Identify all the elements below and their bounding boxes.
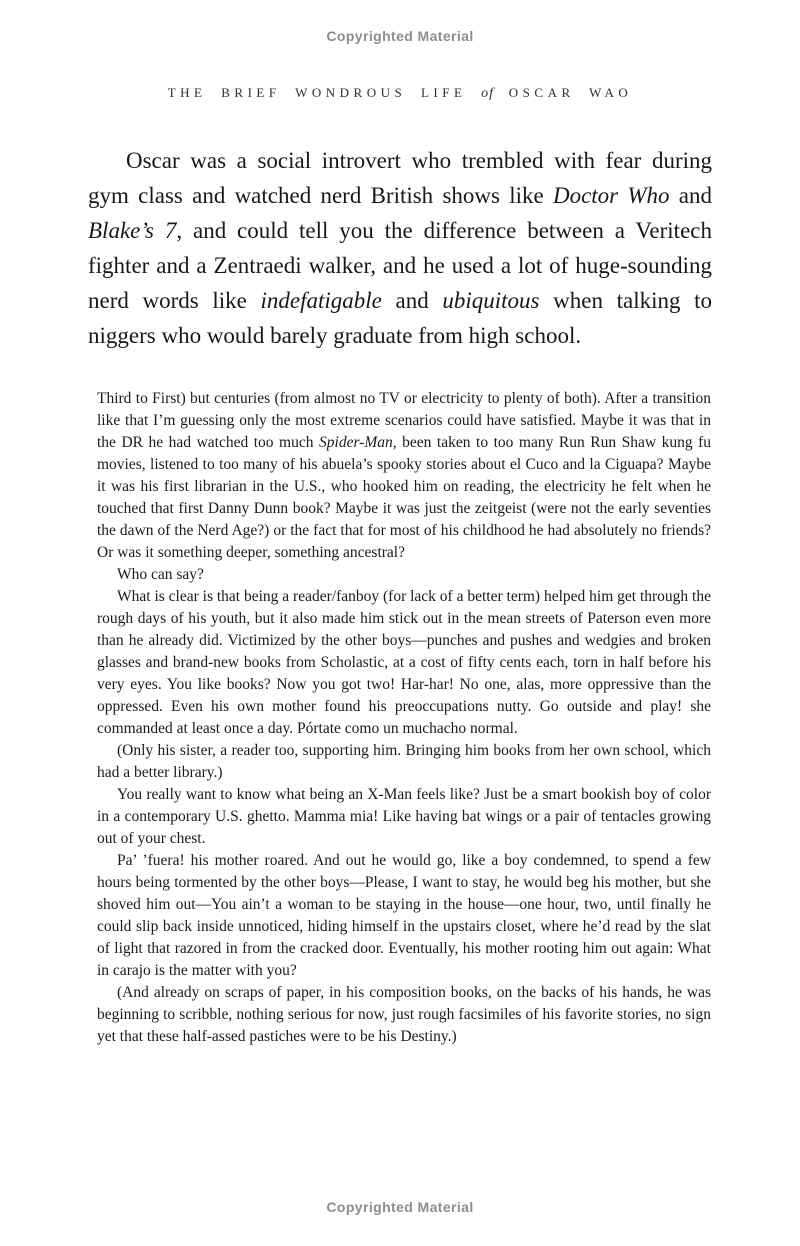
paragraph [97,564,711,586]
italic-text-run: indefatigable [260,288,382,313]
chapter-excerpt [88,143,712,353]
text-run: What is clear is that being a reader/fanboy (for lack of a better term) helped him get through the rough days of his youth, but it also made him stick out in the mean streets of Paterson even more than he already did. Victimized by the other boys—punches and pushes and wedgies and broken glasses and brand-new books from Scholastic, at a cost of fifty cents each, torn in half before his very eyes. You like books? Now you got two! Har-har! No one, alas, more oppressive than the oppressed. Even his own mother found his preoccupations nutty. Go outside and play! she commanded at least once a day. Pórtate como un muchacho normal. [97,588,711,737]
text-run: , been taken to too many Run Run Shaw kung fu movies, listened to too many of his abuela’s spooky stories about el Cuco and la Ciguapa? Maybe it was his first librarian in the U.S., who hooked him on reading, the electricity he felt when he touched that first Danny Dunn book? Maybe it was just the zeitgeist (were not the early seventies the dawn of the Nerd Age?) or the fact that for most of his childhood he had absolutely no friends? Or was it something deeper, something ancestral? [97,434,712,561]
italic-text-run: ubiquitous [442,288,540,313]
text-run: OSCAR WAO [494,85,633,100]
italic-text-run: of [481,86,495,101]
text-run: when talking to niggers who would barely graduate from high school. [88,288,713,348]
italic-text-run: Spider-Man [319,434,393,451]
paragraph [97,784,711,850]
text-run: (Only his sister, a reader too, supporting him. Bringing him books from her own school, which had a better library.) [97,742,711,781]
paragraph [97,586,711,740]
text-run: Third to First) but centuries (from almost no TV or electricity to plenty of both). After a transition like that I’m guessing only the most extreme scenarios could have satisfied. Maybe it was that in the DR he had watched too much [97,390,711,451]
text-run: Pa’ ’fuera! his mother roared. And out he would go, like a boy condemned, to spend a few hours being tormented by the other boys—Please, I want to stay, he would beg his mother, but she shoved him out—You ain’t a woman to be staying in the house—one hour, two, until finally he could slip back inside unnoticed, hiding himself in the upstairs closet, where he’d read by the slat of light that razored in from the cracked door. Eventually, his mother rooting him out again: What in carajo is the matter with you? [97,852,711,979]
text-run: Who can say? [117,566,204,583]
body-paragraphs [97,388,711,1048]
copyright-banner-top: Copyrighted Material [326,28,474,44]
italic-text-run: Blake’s 7 [88,218,177,243]
text-run: and [381,288,443,313]
text-run: , and could tell you the difference between a Veritech fighter and a Zentraedi walker, and he used a lot of huge-sounding nerd words like [88,218,712,313]
text-run: You really want to know what being an X-Man feels like? Just be a smart bookish boy of color in a contemporary U.S. ghetto. Mamma mia! Like having bat wings or a pair of tentacles growing out of your chest. [97,786,711,847]
running-header [0,85,800,102]
text-run: and [669,183,712,208]
text-run: Oscar was a social introvert who trembled with fear during gym class and watched nerd British shows like [88,148,712,208]
paragraph [97,982,711,1048]
text-run: (And already on scraps of paper, in his composition books, on the backs of his hands, he was beginning to scribble, nothing serious for now, just rough facsimiles of his favorite stories, no sign yet that these half-assed pastiches were to be his Destiny.) [97,984,711,1045]
italic-text-run: Doctor Who [552,183,670,208]
text-run: THE BRIEF WONDROUS LIFE [167,85,482,100]
paragraph [97,850,711,982]
paragraph [97,740,711,784]
paragraph [97,388,711,564]
copyright-banner-bottom: Copyrighted Material [326,1199,474,1215]
